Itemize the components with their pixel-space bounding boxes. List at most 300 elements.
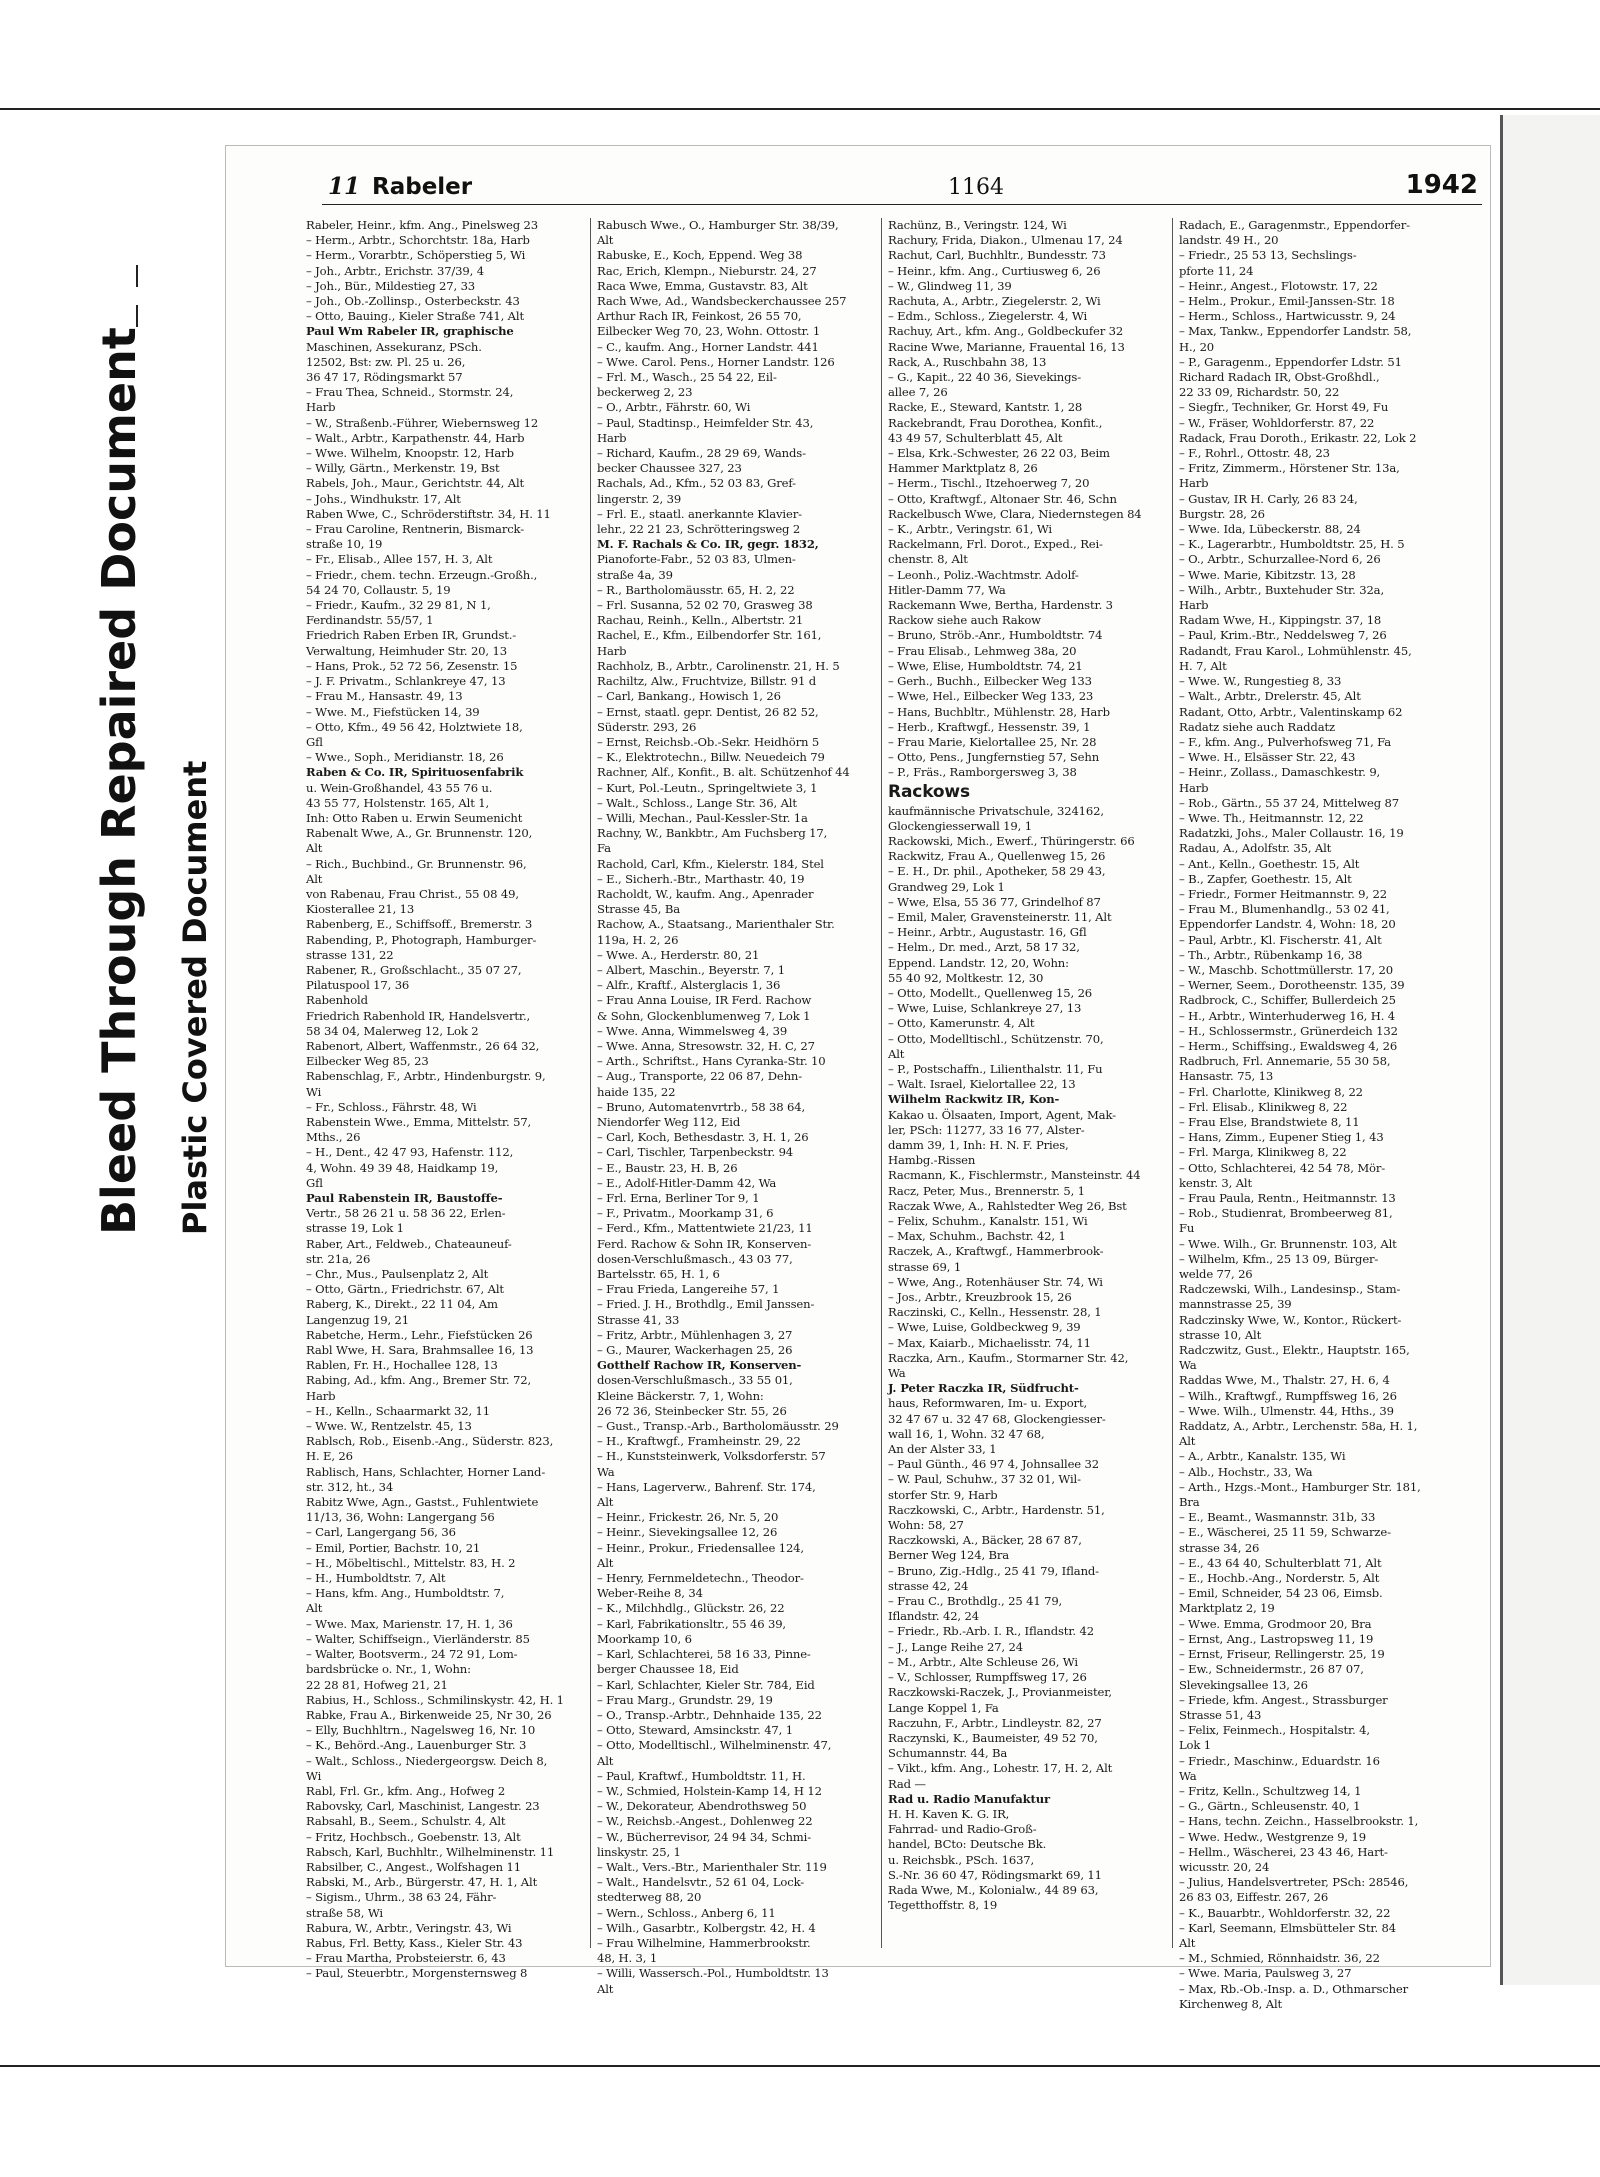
directory-entry-line: – Paul, Arbtr., Kl. Fischerstr. 41, Alt xyxy=(1179,932,1382,947)
directory-entry-line: 43 49 57, Schulterblatt 45, Alt xyxy=(888,430,1063,445)
directory-entry-line: Rachau, Reinh., Kelln., Albertstr. 21 xyxy=(597,613,804,628)
directory-entry-line: Lange Koppel 1, Fa xyxy=(888,1700,999,1715)
directory-entry-line: – Max, Tankw., Eppendorfer Landstr. 58, xyxy=(1179,324,1412,339)
directory-entry-line: 4, Wohn. 49 39 48, Haidkamp 19, xyxy=(306,1160,499,1175)
directory-entry-line: – F., Privatm., Moorkamp 31, 6 xyxy=(597,1206,774,1221)
directory-entry-line: – Wilhelm, Kfm., 25 13 09, Bürger- xyxy=(1179,1251,1379,1266)
directory-entry-line: Richard Radach IR, Obst-Großhdl., xyxy=(1179,370,1380,385)
directory-entry-line: & Sohn, Glockenblumenweg 7, Lok 1 xyxy=(597,1008,811,1023)
directory-entry-line: 32 47 67 u. 32 47 68, Glockengiesser- xyxy=(888,1411,1106,1426)
directory-entry-line: – Otto, Steward, Amsinckstr. 47, 1 xyxy=(597,1723,793,1738)
firm-entry: M. F. Rachals & Co. IR, gegr. 1832, xyxy=(597,537,819,552)
directory-entry-line: Harb xyxy=(1179,598,1209,613)
directory-entry-line: 119a, H. 2, 26 xyxy=(597,932,679,947)
directory-entry-line: Rabuske, E., Koch, Eppend. Weg 38 xyxy=(597,248,803,263)
directory-entry-line: Alt xyxy=(306,1601,323,1616)
directory-entry-line: Raczkowski, A., Bäcker, 28 67 87, xyxy=(888,1533,1082,1548)
directory-entry-line: Wa xyxy=(888,1366,906,1381)
directory-entry-line: Rachny, W., Bankbtr., Am Fuchsberg 17, xyxy=(597,826,828,841)
firm-entry: J. Peter Raczka IR, Südfrucht- xyxy=(888,1381,1079,1396)
directory-entry-line: – Wwe. Wilhelm, Knoopstr. 12, Harb xyxy=(306,446,514,461)
directory-entry-line: – Aug., Transporte, 22 06 87, Dehn- xyxy=(597,1069,802,1084)
directory-entry-line: Eppendorfer Landstr. 4, Wohn: 18, 20 xyxy=(1179,917,1396,932)
directory-entry-line: – W., Maschb. Schottmüllerstr. 17, 20 xyxy=(1179,962,1393,977)
directory-entry-line: – F., kfm. Ang., Pulverhofsweg 71, Fa xyxy=(1179,734,1392,749)
directory-entry-line: – Otto, Modelltischl., Schützenstr. 70, xyxy=(888,1031,1104,1046)
directory-entry-line: – Rob., Gärtn., 55 37 24, Mittelweg 87 xyxy=(1179,795,1399,810)
directory-entry-line: – Frau Frieda, Langereihe 57, 1 xyxy=(597,1282,780,1297)
directory-entry-line: strasse 19, Lok 1 xyxy=(306,1221,404,1236)
directory-entry-line: – Friedr., Kaufm., 32 29 81, N 1, xyxy=(306,598,491,613)
directory-entry-line: Rachow, A., Staatsang., Marienthaler Str. xyxy=(597,917,835,932)
directory-entry-line: 48, H. 3, 1 xyxy=(597,1951,658,1966)
directory-entry-line: – Herm., Tischl., Itzehoerweg 7, 20 xyxy=(888,476,1090,491)
directory-entry-line: becker Chaussee 327, 23 xyxy=(597,461,742,476)
directory-entry-line: – Wwe, Elise, Humboldtstr. 74, 21 xyxy=(888,658,1083,673)
directory-entry-line: – Siegfr., Techniker, Gr. Horst 49, Fu xyxy=(1179,400,1389,415)
directory-entry-line: – W., Fräser, Wohldorferstr. 87, 22 xyxy=(1179,415,1375,430)
directory-entry-line: Raben Wwe, C., Schröderstiftstr. 34, H. 11 xyxy=(306,506,551,521)
directory-entry-line: Ferd. Rachow & Sohn IR, Konserven- xyxy=(597,1236,812,1251)
directory-entry-line: – Edm., Schloss., Ziegelerstr. 4, Wi xyxy=(888,309,1087,324)
directory-entry-line: Raddatz, A., Arbtr., Lerchenstr. 58a, H. 1, xyxy=(1179,1419,1418,1434)
directory-entry-line: Alt xyxy=(597,1981,614,1996)
directory-entry-line: Fa xyxy=(597,841,611,856)
directory-entry-line: welde 77, 26 xyxy=(1179,1267,1253,1282)
directory-entry-line: – Walt. Israel, Kielortallee 22, 13 xyxy=(888,1077,1076,1092)
directory-entry-line: Harb xyxy=(597,643,627,658)
directory-entry-line: – Ferd., Kfm., Mattentwiete 21/23, 11 xyxy=(597,1221,813,1236)
directory-entry-line: Maschinen, Assekuranz, PSch. xyxy=(306,339,482,354)
directory-entry-line: – Paul, Krim.-Btr., Neddelsweg 7, 26 xyxy=(1179,628,1387,643)
directory-entry-line: – Gerh., Buchh., Eilbecker Weg 133 xyxy=(888,674,1092,689)
directory-entry-line: lingerstr. 2, 39 xyxy=(597,491,682,506)
directory-entry-line: Moorkamp 10, 6 xyxy=(597,1631,692,1646)
directory-entry-line: – W., Dekorateur, Abendrothsweg 50 xyxy=(597,1799,807,1814)
directory-entry-line: – W., Glindweg 11, 39 xyxy=(888,278,1012,293)
directory-entry-line: Rachut, Carl, Buchhltr., Bundesstr. 73 xyxy=(888,248,1106,263)
directory-entry-line: Rabke, Frau A., Birkenweide 25, Nr 30, 26 xyxy=(306,1707,552,1722)
directory-entry-line: Alt xyxy=(1179,1434,1196,1449)
directory-entry-line: – Wwe. Th., Heitmannstr. 12, 22 xyxy=(1179,810,1364,825)
directory-entry-line: – K., Behörd.-Ang., Lauenburger Str. 3 xyxy=(306,1738,527,1753)
directory-entry-line: Raczka, Arn., Kaufm., Stormarner Str. 42, xyxy=(888,1350,1129,1365)
directory-entry-line: Alt xyxy=(888,1046,905,1061)
directory-entry-line: – Wwe. M., Fiefstücken 14, 39 xyxy=(306,704,480,719)
column-3 xyxy=(888,218,1170,1948)
directory-entry-line: Kirchenweg 8, Alt xyxy=(1179,1996,1283,2011)
directory-entry-line: – E., Adolf-Hitler-Damm 42, Wa xyxy=(597,1175,777,1190)
directory-entry-line: – Walter, Schiffseign., Vierländerstr. 85 xyxy=(306,1631,530,1646)
directory-entry-line: – Herm., Vorarbtr., Schöperstieg 5, Wi xyxy=(306,248,526,263)
directory-entry-line: Rabl, Frl. Gr., kfm. Ang., Hofweg 2 xyxy=(306,1783,506,1798)
directory-entry-line: strasse 69, 1 xyxy=(888,1259,962,1274)
directory-entry-line: Wa xyxy=(1179,1768,1197,1783)
directory-entry-line: Gfl xyxy=(306,734,323,749)
directory-entry-line: 22 28 81, Hofweg 21, 21 xyxy=(306,1677,448,1692)
directory-entry-line: Raczak Wwe, A., Rahlstedter Weg 26, Bst xyxy=(888,1198,1127,1213)
directory-entry-line: – Otto, Schlachterei, 42 54 78, Mör- xyxy=(1179,1160,1386,1175)
directory-entry-line: – Heinr., Prokur., Friedensallee 124, xyxy=(597,1540,804,1555)
directory-entry-line: – Frau Marg., Grundstr. 29, 19 xyxy=(597,1692,773,1707)
directory-entry-line: u. Reichsbk., PSch. 1637, xyxy=(888,1852,1035,1867)
directory-entry-line: Radach, E., Garagenmstr., Eppendorfer- xyxy=(1179,218,1410,232)
directory-entry-line: Rachuta, A., Arbtr., Ziegelerstr. 2, Wi xyxy=(888,294,1101,309)
directory-entry-line: – Max, Schuhm., Bachstr. 42, 1 xyxy=(888,1229,1066,1244)
page-number: 1164 xyxy=(948,175,1004,200)
directory-entry-line: – Emil, Schneider, 54 23 06, Eimsb. xyxy=(1179,1586,1383,1601)
directory-entry-line: – Heinr., Angest., Flotowstr. 17, 22 xyxy=(1179,278,1378,293)
directory-entry-line: – Friedr., Former Heitmannstr. 9, 22 xyxy=(1179,886,1387,901)
directory-entry-line: beckerweg 2, 23 xyxy=(597,385,693,400)
directory-entry-line: – Fr., Schloss., Fährstr. 48, Wi xyxy=(306,1099,477,1114)
directory-entry-line: Rabsilber, C., Angest., Wolfshagen 11 xyxy=(306,1859,521,1874)
directory-entry-line: – Wwe. Anna, Stresowstr. 32, H. C, 27 xyxy=(597,1038,815,1053)
directory-entry-line: Rach Wwe, Ad., Wandsbeckerchaussee 257 xyxy=(597,294,847,309)
directory-entry-line: – Walt., Arbtr., Karpathenstr. 44, Harb xyxy=(306,430,525,445)
directory-entry-line: – R., Bartholomäusstr. 65, H. 2, 22 xyxy=(597,582,795,597)
directory-entry-line: – H., Kelln., Schaarmarkt 32, 11 xyxy=(306,1403,490,1418)
directory-entry-line: Rachuy, Art., kfm. Ang., Goldbeckufer 32 xyxy=(888,324,1124,339)
directory-entry-line: – Frau Thea, Schneid., Stormstr. 24, xyxy=(306,385,514,400)
directory-entry-line: – Frau M., Hansastr. 49, 13 xyxy=(306,689,463,704)
directory-entry-line: – Ernst, staatl. gepr. Dentist, 26 82 52, xyxy=(597,704,819,719)
directory-entry-line: – Carl, Bankang., Howisch 1, 26 xyxy=(597,689,781,704)
directory-entry-line: Alt xyxy=(597,1753,614,1768)
directory-entry-line: dosen-Verschlußmasch., 33 55 01, xyxy=(597,1373,793,1388)
directory-entry-line: – Karl, Schlachterei, 58 16 33, Pinne- xyxy=(597,1647,811,1662)
directory-entry-line: – Fritz, Kelln., Schultzweg 14, 1 xyxy=(1179,1783,1362,1798)
directory-entry-line: Raczinski, C., Kelln., Hessenstr. 28, 1 xyxy=(888,1305,1102,1320)
directory-entry-line: – Otto, Pens., Jungfernstieg 57, Sehn xyxy=(888,750,1100,765)
directory-entry-line: – Friedr., Maschinw., Eduardstr. 16 xyxy=(1179,1753,1380,1768)
directory-entry-line: Raczkowski-Raczek, J., Provianmeister, xyxy=(888,1685,1112,1700)
directory-entry-line: Rabels, Joh., Maur., Gerichtstr. 44, Alt xyxy=(306,476,525,491)
directory-entry-line: – V., Schlosser, Rumpffsweg 17, 26 xyxy=(888,1670,1087,1685)
directory-entry-line: H., 20 xyxy=(1179,339,1215,354)
directory-entry-line: – Ernst, Ang., Lastropsweg 11, 19 xyxy=(1179,1631,1374,1646)
directory-entry-line: – Herm., Arbtr., Schorchtstr. 18a, Harb xyxy=(306,233,530,248)
directory-entry-line: – Wwe. H., Elsässer Str. 22, 43 xyxy=(1179,750,1356,765)
directory-entry-line: Racmann, K., Fischlermstr., Mansteinstr. 44 xyxy=(888,1168,1141,1183)
directory-entry-line: – Karl, Fabrikationsltr., 55 46 39, xyxy=(597,1616,786,1631)
directory-entry-line: – Fr., Elisab., Allee 157, H. 3, Alt xyxy=(306,552,493,567)
firm-entry: Paul Wm Rabeler IR, graphische xyxy=(306,324,514,339)
directory-entry-line: Rachner, Alf., Konfit., B. alt. Schützenhof 44 xyxy=(597,765,850,780)
directory-entry-line: Inh: Otto Raben u. Erwin Seumenicht xyxy=(306,810,523,825)
directory-entry-line: Kakao u. Ölsaaten, Import, Agent, Mak- xyxy=(888,1107,1116,1122)
directory-entry-line: – W. Paul, Schuhw., 37 32 01, Wil- xyxy=(888,1472,1081,1487)
firm-entry: Wilhelm Rackwitz IR, Kon- xyxy=(888,1092,1060,1107)
directory-entry-line: – Otto, Modelltischl., Wilhelminenstr. 47, xyxy=(597,1738,832,1753)
directory-entry-line: Rad — xyxy=(888,1776,926,1791)
directory-entry-line: Harb xyxy=(597,430,627,445)
directory-entry-line: An der Alster 33, 1 xyxy=(888,1442,997,1457)
directory-entry-line: Rabl Wwe, H. Sara, Brahmsallee 16, 13 xyxy=(306,1343,534,1358)
directory-entry-line: Racz, Peter, Mus., Brennerstr. 5, 1 xyxy=(888,1183,1085,1198)
directory-entry-line: – Ant., Kelln., Goethestr. 15, Alt xyxy=(1179,856,1360,871)
directory-entry-line: Raczuhn, F., Arbtr., Lindleystr. 82, 27 xyxy=(888,1715,1102,1730)
directory-entry-line: Rachury, Frida, Diakon., Ulmenau 17, 24 xyxy=(888,233,1123,248)
directory-entry-line: – G., Maurer, Wackerhagen 25, 26 xyxy=(597,1343,793,1358)
directory-entry-line: – Herm., Schiffsing., Ewaldsweg 4, 26 xyxy=(1179,1038,1398,1053)
directory-entry-line: haus, Reformwaren, Im- u. Export, xyxy=(888,1396,1087,1411)
directory-entry-line: – W., Reichsb.-Angest., Dohlenweg 22 xyxy=(597,1814,813,1829)
directory-entry-line: Rachel, E., Kfm., Eilbendorfer Str. 161, xyxy=(597,628,822,643)
directory-entry-line: – Wilh., Arbtr., Buxtehuder Str. 32a, xyxy=(1179,582,1384,597)
firm-entry: Paul Rabenstein IR, Baustoffe- xyxy=(306,1191,503,1205)
directory-entry-line: Rabsch, Karl, Buchhltr., Wilhelminenstr. 11 xyxy=(306,1844,555,1859)
directory-entry-line: – G., Gärtn., Schleusenstr. 40, 1 xyxy=(1179,1799,1361,1814)
directory-entry-line: Raberg, K., Direkt., 22 11 04, Am xyxy=(306,1297,498,1312)
directory-entry-line: – Paul, Stadtinsp., Heimfelder Str. 43, xyxy=(597,415,814,430)
directory-entry-line: Rablsch, Rob., Eisenb.-Ang., Süderstr. 823, xyxy=(306,1434,554,1449)
directory-entry-line: – E., Hochb.-Ang., Norderstr. 5, Alt xyxy=(1179,1571,1380,1586)
directory-entry-line: – Ew., Schneidermstr., 26 87 07, xyxy=(1179,1662,1364,1677)
directory-entry-line: Rabeler, Heinr., kfm. Ang., Pinelsweg 23 xyxy=(306,218,539,232)
directory-entry-line: – Wwe, Luise, Schlankreye 27, 13 xyxy=(888,1001,1082,1016)
directory-entry-line: Alt xyxy=(1179,1935,1196,1950)
directory-entry-line: storfer Str. 9, Harb xyxy=(888,1487,998,1502)
directory-entry-line: – Frl. Marga, Klinikweg 8, 22 xyxy=(1179,1145,1347,1160)
directory-entry-line: kaufmännische Privatschule, 324162, xyxy=(888,803,1104,818)
directory-entry-line: – Walt., Schloss., Lange Str. 36, Alt xyxy=(597,795,797,810)
guide-word: Rabeler xyxy=(372,174,473,200)
directory-entry-line: – Bruno, Ströb.-Anr., Humboldtstr. 74 xyxy=(888,628,1103,643)
directory-entry-line: – Wwe. Max, Marienstr. 17, H. 1, 36 xyxy=(306,1616,513,1631)
directory-entry-line: Rabitz Wwe, Agn., Gastst., Fuhlentwiete xyxy=(306,1495,539,1510)
directory-entry-line: Niendorfer Weg 112, Eid xyxy=(597,1114,741,1129)
directory-entry-line: von Rabenau, Frau Christ., 55 08 49, xyxy=(306,886,519,901)
margin-mark xyxy=(136,265,138,287)
directory-entry-line: bardsbrücke o. Nr., 1, Wohn: xyxy=(306,1662,471,1677)
directory-entry-line: – O., Arbtr., Schurzallee-Nord 6, 26 xyxy=(1179,552,1381,567)
directory-entry-line: Harb xyxy=(306,400,336,415)
directory-entry-line: Rabus, Frl. Betty, Kass., Kieler Str. 43 xyxy=(306,1935,523,1950)
directory-entry-line: – Elsa, Krk.-Schwester, 26 22 03, Beim xyxy=(888,446,1110,461)
column-1 xyxy=(306,218,588,1981)
directory-entry-line: – Max, Kaiarb., Michaelisstr. 74, 11 xyxy=(888,1335,1091,1350)
directory-entry-line: – Frau Anna Louise, IR Ferd. Rachow xyxy=(597,993,812,1008)
directory-entry-line: – Frau M., Blumenhandlg., 53 02 41, xyxy=(1179,902,1390,917)
directory-entry-line: – H., Kraftwgf., Framheinstr. 29, 22 xyxy=(597,1434,801,1449)
directory-entry-line: Bartelsstr. 65, H. 1, 6 xyxy=(597,1267,720,1282)
directory-entry-line: – Frau Wilhelmine, Hammerbrookstr. xyxy=(597,1935,811,1950)
directory-entry-line: Rackelmann, Frl. Dorot., Exped., Rei- xyxy=(888,537,1103,552)
directory-entry-line: Hammer Marktplatz 8, 26 xyxy=(888,461,1038,476)
directory-entry-line: Alt xyxy=(306,841,323,856)
directory-entry-line: Friedrich Raben Erben IR, Grundst.- xyxy=(306,628,517,643)
directory-entry-line: Raczkowski, C., Arbtr., Hardenstr. 51, xyxy=(888,1502,1105,1517)
directory-entry-line: Harb xyxy=(1179,476,1209,491)
directory-entry-line: – Wwe, Ang., Rotenhäuser Str. 74, Wi xyxy=(888,1274,1103,1289)
directory-entry-line: Wohn: 58, 27 xyxy=(888,1518,964,1533)
directory-entry-line: – K., Arbtr., Veringstr. 61, Wi xyxy=(888,522,1052,537)
directory-entry-line: chenstr. 8, Alt xyxy=(888,552,968,567)
directory-entry-line: Lok 1 xyxy=(1179,1738,1212,1753)
directory-entry-line: – Heinr., kfm. Ang., Curtiusweg 6, 26 xyxy=(888,263,1101,278)
directory-entry-line: – Jos., Arbtr., Kreuzbrook 15, 26 xyxy=(888,1290,1072,1305)
directory-entry-line: Arthur Rach IR, Feinkost, 26 55 70, xyxy=(597,309,802,324)
directory-entry-line: Racine Wwe, Marianne, Frauental 16, 13 xyxy=(888,339,1125,354)
directory-entry-line: Rabusch Wwe., O., Hamburger Str. 38/39, xyxy=(597,218,839,232)
directory-entry-line: straße 4a, 39 xyxy=(597,567,673,582)
directory-entry-line: Rachünz, B., Veringstr. 124, Wi xyxy=(888,218,1067,232)
directory-entry-line: – Werner, Seem., Dorotheenstr. 135, 39 xyxy=(1179,978,1405,993)
directory-entry-line: Marktplatz 2, 19 xyxy=(1179,1601,1275,1616)
directory-entry-line: – G., Kapit., 22 40 36, Sievekings- xyxy=(888,370,1081,385)
directory-entry-line: Radatzki, Johs., Maler Collaustr. 16, 19 xyxy=(1179,826,1404,841)
directory-entry-line: – P., Fräs., Ramborgersweg 3, 38 xyxy=(888,765,1077,780)
directory-entry-line: Radam Wwe, H., Kippingstr. 37, 18 xyxy=(1179,613,1382,628)
directory-entry-line: – Albert, Maschin., Beyerstr. 7, 1 xyxy=(597,962,785,977)
directory-entry-line: Rackowski, Mich., Ewerf., Thüringerstr. 66 xyxy=(888,833,1135,848)
directory-entry-line: Fu xyxy=(1179,1221,1195,1236)
directory-entry-line: handel, BCto: Deutsche Bk. xyxy=(888,1837,1047,1852)
directory-entry-line: – Friede, kfm. Angest., Strassburger xyxy=(1179,1692,1388,1707)
directory-entry-line: 54 24 70, Collaustr. 5, 19 xyxy=(306,582,451,597)
directory-entry-line: kenstr. 3, Alt xyxy=(1179,1175,1252,1190)
directory-entry-line: – Rich., Buchbind., Gr. Brunnenstr. 96, xyxy=(306,856,527,871)
directory-entry-line: 36 47 17, Rödingsmarkt 57 xyxy=(306,370,463,385)
directory-entry-line: – Wwe. Maria, Paulsweg 3, 27 xyxy=(1179,1966,1352,1981)
directory-entry-line: – H., Schlossermstr., Grünerdeich 132 xyxy=(1179,1023,1398,1038)
directory-entry-line: Hitler-Damm 77, Wa xyxy=(888,582,1006,597)
directory-entry-line: – Alfr., Kraftf., Alsterglacis 1, 36 xyxy=(597,978,781,993)
directory-entry-line: strasse 34, 26 xyxy=(1179,1540,1260,1555)
directory-entry-line: Rabenhold xyxy=(306,993,368,1008)
directory-entry-line: Wa xyxy=(1179,1358,1197,1373)
directory-entry-line: Rabenalt Wwe, A., Gr. Brunnenstr. 120, xyxy=(306,826,533,841)
directory-entry-line: – Walt., Vers.-Btr., Marienthaler Str. 119 xyxy=(597,1859,827,1874)
directory-entry-line: Langenzug 19, 21 xyxy=(306,1312,409,1327)
directory-entry-line: Rackemann Wwe, Bertha, Hardenstr. 3 xyxy=(888,598,1113,613)
directory-entry-line: – Wilh., Gasarbtr., Kolbergstr. 42, H. 4 xyxy=(597,1920,816,1935)
directory-entry-line: Eilbecker Weg 85, 23 xyxy=(306,1054,429,1069)
directory-entry-line: Rablen, Fr. H., Hochallee 128, 13 xyxy=(306,1358,498,1373)
directory-entry-line: – Wilh., Kraftwgf., Rumpffsweg 16, 26 xyxy=(1179,1388,1397,1403)
directory-entry-line: H. H. Kaven K. G. IR, xyxy=(888,1806,1010,1821)
directory-entry-line: Rac, Erich, Klempn., Nieburstr. 24, 27 xyxy=(597,263,817,278)
directory-entry-line: Tegetthoffstr. 8, 19 xyxy=(888,1898,998,1913)
directory-entry-line: Raber, Art., Feldweb., Chateauneuf- xyxy=(306,1236,512,1251)
directory-entry-line: – H., Arbtr., Winterhuderweg 16, H. 4 xyxy=(1179,1008,1395,1023)
directory-entry-line: wall 16, 1, Wohn. 32 47 68, xyxy=(888,1426,1045,1441)
directory-entry-line: Alt xyxy=(597,1555,614,1570)
directory-entry-line: Pilatuspool 17, 36 xyxy=(306,978,410,993)
directory-entry-line: – Frau Martha, Probsteierstr. 6, 43 xyxy=(306,1951,506,1966)
directory-entry-line: Hambg.-Rissen xyxy=(888,1153,976,1168)
directory-entry-line: Radant, Otto, Arbtr., Valentinskamp 62 xyxy=(1179,704,1403,719)
directory-entry-line: – Karl, Seemann, Elmsbütteler Str. 84 xyxy=(1179,1920,1396,1935)
directory-entry-line: Raca Wwe, Emma, Gustavstr. 83, Alt xyxy=(597,278,808,293)
directory-entry-line: Harb xyxy=(1179,780,1209,795)
directory-entry-line: – Willi, Mechan., Paul-Kessler-Str. 1a xyxy=(597,810,808,825)
directory-entry-line: – Leonh., Poliz.-Wachtmstr. Adolf- xyxy=(888,567,1079,582)
directory-entry-line: Rackebrandt, Frau Dorothea, Konfit., xyxy=(888,415,1103,430)
directory-entry-line: H. E, 26 xyxy=(306,1449,353,1464)
directory-entry-line: – J., Lange Reihe 27, 24 xyxy=(888,1639,1023,1654)
directory-entry-line: – C., kaufm. Ang., Horner Landstr. 441 xyxy=(597,339,819,354)
directory-entry-line: – Henry, Fernmeldetechn., Theodor- xyxy=(597,1571,804,1586)
directory-entry-line: Strasse 51, 43 xyxy=(1179,1707,1262,1722)
directory-entry-line: Rachals, Ad., Kfm., 52 03 83, Gref- xyxy=(597,476,796,491)
directory-entry-line: Strasse 41, 33 xyxy=(597,1312,680,1327)
directory-entry-line: H. 7, Alt xyxy=(1179,658,1227,673)
directory-entry-line: – Joh., Ob.-Zollinsp., Osterbeckstr. 43 xyxy=(306,294,520,309)
directory-entry-line: – H., Möbeltischl., Mittelstr. 83, H. 2 xyxy=(306,1555,516,1570)
directory-entry-line: Gfl xyxy=(306,1175,323,1190)
directory-entry-line: – Heinr., Frickestr. 26, Nr. 5, 20 xyxy=(597,1510,779,1525)
directory-entry-line: – M., Schmied, Rönnhaidstr. 36, 22 xyxy=(1179,1951,1380,1966)
directory-entry-line: – Wern., Schloss., Anberg 6, 11 xyxy=(597,1905,776,1920)
directory-entry-line: – Frau Marie, Kielortallee 25, Nr. 28 xyxy=(888,734,1097,749)
directory-entry-line: – Otto, Modellt., Quellenweg 15, 26 xyxy=(888,985,1093,1000)
directory-entry-line: Radczewski, Wilh., Landesinsp., Stam- xyxy=(1179,1282,1401,1297)
directory-entry-line: Slevekingsallee 13, 26 xyxy=(1179,1677,1308,1692)
directory-entry-line: Rachholz, B., Arbtr., Carolinenstr. 21, H. 5 xyxy=(597,658,840,673)
directory-entry-line: – Carl, Tischler, Tarpenbeckstr. 94 xyxy=(597,1145,794,1160)
directory-entry-line: Iflandstr. 42, 24 xyxy=(888,1609,979,1624)
directory-entry-line: – Sigism., Uhrm., 38 63 24, Fähr- xyxy=(306,1890,497,1905)
directory-entry-line: – Elly, Buchhltrn., Nagelsweg 16, Nr. 10 xyxy=(306,1723,536,1738)
directory-entry-line: – Wwe. Emma, Grodmoor 20, Bra xyxy=(1179,1616,1372,1631)
directory-entry-line: Rabenschlag, F., Arbtr., Hindenburgstr. 9, xyxy=(306,1069,546,1084)
directory-page xyxy=(226,146,1490,2011)
directory-entry-line: – Heinr., Arbtr., Augustastr. 16, Gfl xyxy=(888,925,1087,940)
directory-year: 1942 xyxy=(1405,170,1478,200)
directory-entry-line: strasse 10, Alt xyxy=(1179,1327,1262,1342)
directory-entry-line: 26 83 03, Eiffestr. 267, 26 xyxy=(1179,1890,1329,1905)
directory-entry-line: – Fritz, Zimmerm., Hörstener Str. 13a, xyxy=(1179,461,1400,476)
directory-entry-line: – Hans, Zimm., Eupener Stieg 1, 43 xyxy=(1179,1130,1384,1145)
directory-entry-line: Rabending, P., Photograph, Hamburger- xyxy=(306,932,537,947)
directory-entry-line: – Bruno, Zig.-Hdlg., 25 41 79, Ifland- xyxy=(888,1563,1099,1578)
adjacent-page-edge xyxy=(1500,115,1600,1985)
directory-entry-line: – Frl. Susanna, 52 02 70, Grasweg 38 xyxy=(597,598,813,613)
directory-entry-line: – Otto, Gärtn., Friedrichstr. 67, Alt xyxy=(306,1282,504,1297)
directory-entry-line: – Arth., Hzgs.-Mont., Hamburger Str. 181, xyxy=(1179,1479,1421,1494)
directory-entry-line: – Wwe. Wilh., Ulmenstr. 44, Hths., 39 xyxy=(1179,1403,1394,1418)
directory-entry-line: – Friedr., 25 53 13, Sechslings- xyxy=(1179,248,1357,263)
directory-entry-line: Süderstr. 293, 26 xyxy=(597,719,697,734)
directory-entry-line: Racke, E., Steward, Kantstr. 1, 28 xyxy=(888,400,1083,415)
directory-entry-line: – Wwe. W., Rungestieg 8, 33 xyxy=(1179,674,1342,689)
directory-entry-line: – Paul, Steuerbtr., Morgensternsweg 8 xyxy=(306,1966,528,1981)
directory-entry-line: Kleine Bäckerstr. 7, 1, Wohn: xyxy=(597,1388,764,1403)
directory-entry-line: – Frl. E., staatl. anerkannte Klavier- xyxy=(597,506,802,521)
directory-entry-line: Radatz siehe auch Raddatz xyxy=(1179,719,1335,734)
directory-entry-line: 58 34 04, Malerweg 12, Lok 2 xyxy=(306,1023,479,1038)
directory-entry-line: – Hans, Lagerverw., Bahrenf. Str. 174, xyxy=(597,1479,816,1494)
directory-entry-line: Rackelbusch Wwe, Clara, Niedernstegen 84 xyxy=(888,506,1142,521)
directory-entry-line: – Fried. J. H., Brothdlg., Emil Janssen- xyxy=(597,1297,815,1312)
directory-entry-line: Alt xyxy=(597,1495,614,1510)
margin-mark xyxy=(136,305,138,327)
directory-entry-line: Glockengiesserwall 19, 1 xyxy=(888,818,1032,833)
directory-entry-line: Eilbecker Weg 70, 23, Wohn. Ottostr. 1 xyxy=(597,324,821,339)
directory-entry-line: – Karl, Schlachter, Kieler Str. 784, Eid xyxy=(597,1677,815,1692)
directory-entry-line: straße 10, 19 xyxy=(306,537,383,552)
directory-entry-line: – Gust., Transp.-Arb., Bartholomäusstr. 29 xyxy=(597,1419,839,1434)
directory-entry-line: Grandweg 29, Lok 1 xyxy=(888,879,1005,894)
directory-entry-line: – M., Arbtr., Alte Schleuse 26, Wi xyxy=(888,1654,1078,1669)
directory-entry-line: – P., Postschaffn., Lilienthalstr. 11, Fu xyxy=(888,1061,1103,1076)
directory-entry-line: – Emil, Portier, Bachstr. 10, 21 xyxy=(306,1540,481,1555)
directory-entry-line: – Willy, Gärtn., Merkenstr. 19, Bst xyxy=(306,461,500,476)
firm-entry: Raben & Co. IR, Spirituosenfabrik xyxy=(306,765,524,780)
directory-entry-line: – Helm., Dr. med., Arzt, 58 17 32, xyxy=(888,940,1080,955)
